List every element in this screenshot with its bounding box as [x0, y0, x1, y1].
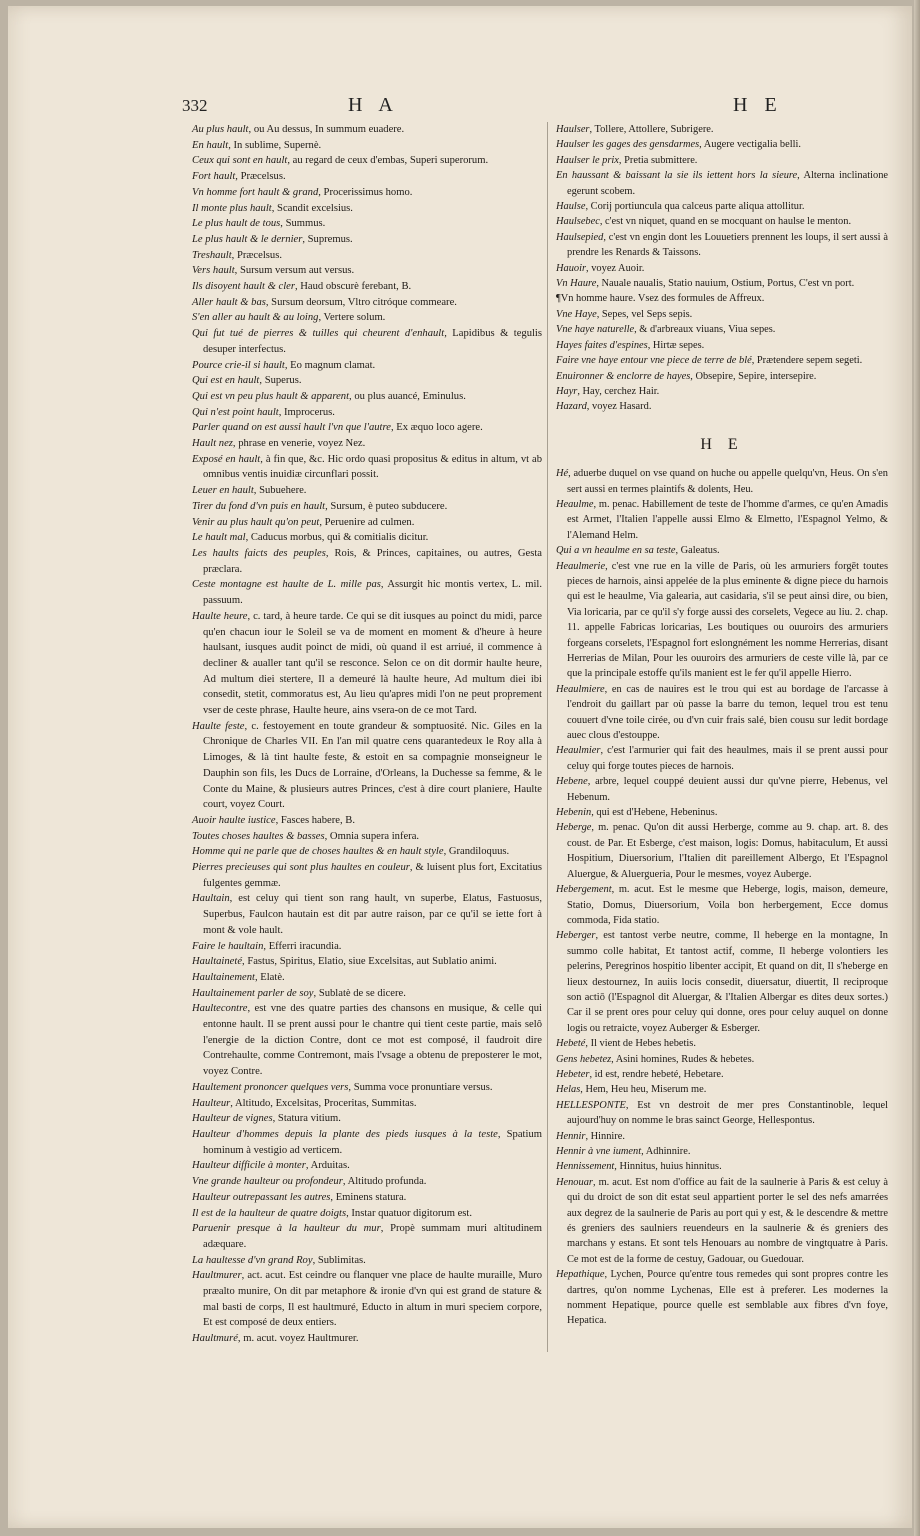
dictionary-entry: Haulteur difficile à monter, Arduitas.: [192, 1160, 350, 1172]
dictionary-entry: Tirer du fond d'vn puis en hault, Sursum, è puteo subducere.: [192, 500, 448, 512]
page-header: [8, 94, 912, 118]
dictionary-entry: Hé, aduerbe duquel on vse quand on huche ou appelle quelqu'vn, Heus. On s'en sert aussi en termes plaintifs & dolents, Heu.: [556, 468, 888, 495]
dictionary-entry: Qui fut tué de pierres & tuilles qui cheurent d'enhault, Lapidibus & tegulis desuper interfectus.: [192, 328, 543, 355]
dictionary-entry: Ceux qui sont en hault, au regard de ceux d'embas, Superi superorum.: [192, 155, 489, 167]
dictionary-entry: Haulteur d'hommes depuis la plante des pieds iusques à la teste, Spatium hominum à vestigio ad verticem.: [192, 1129, 542, 1156]
dictionary-entry: HELLESPONTE, Est vn destroit de mer pres Constantinoble, lequel aujourd'huy on nomme le bras sainct George, Hellespontus.: [556, 1099, 888, 1127]
dictionary-entry: Haulser, Tollere, Attollere, Subrigere.: [556, 124, 714, 135]
dictionary-entry: Heaulmier, c'est l'armurier qui fait des heaulmes, mais il se prent aussi pour celuy qui forge toutes pieces de harnois.: [556, 745, 888, 772]
dictionary-entry: Il est de la haulteur de quatre doigts, Instar quatuor digitorum est.: [192, 1207, 473, 1219]
dictionary-entry: Ils disoyent hault & cler, Haud obscurè ferebant, B.: [192, 281, 412, 293]
dictionary-entry: Heberger, est tantost verbe neutre, comme, Il heberge en la montagne, In summo colle habitat, Et tantost actif, comme, Il heberge volontiers les pelerins, Peregrinos hospitio libenter accipit, Et quand on dit, Il s'heberge en lieux destournez, In auiis locis consedit, diuersatur, diuertit, Il reciproque son actiō (l'Espagnol dit Aluergar, & l'Italien Albergar es dites deux sortes.) Car il se prent ores pour celuy qui donne, ores pour celuy auquel on donne logis ou retraicte, voyez Auberger & Esberger.: [556, 930, 888, 1034]
dictionary-entry: Toutes choses haultes & basses, Omnia supera infera.: [192, 830, 420, 842]
dictionary-entry: Parler quand on est aussi hault l'vn que l'autre, Ex æquo loco agere.: [192, 422, 483, 434]
right-running-head: H E: [733, 94, 783, 116]
dictionary-entry: Haulsepied, c'est vn engin dont les Louuetiers prennent les loups, il sert aussi à prendre les Renards & Taissons.: [556, 231, 888, 259]
dictionary-entry: Hebergement, m. acut. Est le mesme que Heberge, logis, maison, demeure, Statio, Domus, Diuersorium, Voila bon herbergement, Ecce domus commoda, Fida statio.: [556, 884, 888, 926]
dictionary-entry: Aller hault & bas, Sursum deorsum, Vltro citróque commeare.: [192, 296, 457, 308]
dictionary-entry: Au plus hault, ou Au dessus, In summum euadere.: [192, 124, 405, 135]
dictionary-entry: S'en aller au hault & au loing, Vertere solum.: [192, 312, 386, 324]
dictionary-entry: Haultainement parler de soy, Sublatè de se dicere.: [192, 987, 406, 999]
dictionary-entry: Les haults faicts des peuples, Rois, & Princes, capitaines, ou autres, Gesta præclara.: [192, 547, 543, 575]
dictionary-entry: Le plus hault de tous, Summus.: [192, 218, 326, 230]
dictionary-entry: Qui est en hault, Superus.: [192, 375, 302, 387]
dictionary-entry: Hebene, arbre, lequel couppé deuient aussi dur qu'vne pierre, Hebenus, vel Hebenum.: [556, 776, 888, 803]
dictionary-entry: Haultmurer, act. acut. Est ceindre ou flanquer vne place de haulte muraille, Muro præalto munire, On dit par metaphore & ironie d'vn qui est grand de stature & mal basti de corps, Il est haultmuré, Educto in altum in muri speciem corpore, Et est composé de deux entiers.: [192, 1270, 542, 1329]
dictionary-entry: Vne grande haulteur ou profondeur, Altitudo profunda.: [192, 1176, 427, 1188]
dictionary-entry: Haultainement, Elatè.: [192, 971, 285, 983]
dictionary-entry: Il monte plus hault, Scandit excelsius.: [192, 202, 353, 214]
right-column-bottom-entries: [556, 466, 888, 1329]
dictionary-entry: Hault nez, phrase en venerie, voyez Nez.: [192, 438, 366, 450]
right-column-top-entries: [556, 122, 888, 415]
dictionary-entry: Gens hebetez, Asini homines, Rudes & hebetes.: [556, 1053, 755, 1065]
dictionary-entry: Ceste montagne est haulte de L. mille pas, Assurgit hic montis vertex, L. mil. passuum.: [192, 579, 542, 607]
dictionary-entry: Faire le haultain, Efferri iracundia.: [192, 940, 342, 952]
dictionary-entry: Hebeté, Il vient de Hebes hebetis.: [556, 1038, 696, 1050]
dictionary-entry: Heberge, m. penac. Qu'on dit aussi Herberge, comme au 9. chap. art. 8. des coust. de Par. Et Esberge, c'est maison, logis: Domus, habitaculum, Et aussi Hospitium, Diuersorium, l'Italien dit pareillement Albergo, Et l'Espagnol Aluergue, & Aluergueria, Pour le mesmes, voyez Auberge.: [556, 822, 888, 880]
dictionary-entry: Hebenin, qui est d'Hebene, Hebeninus.: [556, 807, 718, 819]
column-divider: [547, 122, 548, 1352]
dictionary-entry: Auoir haulte iustice, Fasces habere, B.: [192, 814, 355, 826]
dictionary-entry: Haultecontre, est vne des quatre parties des chansons en musique, & celle qui entonne hault. Il se prent aussi pour le chantre qui tient ceste partie, mais selô l'energie de la diction Contre, dont ce mot est composé, il faudroit dire Contrehaulte, comme Contremont, mais l'vsage a obtenu de preposterer le mot, voyez Contre.: [192, 1003, 542, 1078]
dictionary-entry: Pource crie-il si hault, Eo magnum clamat.: [192, 359, 376, 371]
dictionary-entry: Haulteur, Altitudo, Excelsitas, Proceritas, Summitas.: [192, 1097, 417, 1109]
dictionary-entry: Vne haye naturelle, & d'arbreaux viuans, Viua sepes.: [556, 324, 776, 336]
dictionary-entry: Haulteur de vignes, Statura vitium.: [192, 1113, 341, 1125]
dictionary-entry: Paruenir presque à la haulteur du mur, Propè summam muri altitudinem adæquare.: [192, 1223, 542, 1250]
left-column: [192, 122, 542, 1347]
left-running-head: H A: [348, 94, 399, 116]
dictionary-entry: Hennir à vne iument, Adhinnire.: [556, 1146, 691, 1157]
dictionary-entry: Faire vne haye entour vne piece de terre de blé, Prætendere sepem segeti.: [556, 355, 863, 367]
dictionary-entry: Vn Haure, Nauale naualis, Statio nauium, Ostium, Portus, C'est vn port.: [556, 278, 855, 290]
dictionary-entry: Venir au plus hault qu'on peut, Peruenire ad culmen.: [192, 516, 415, 528]
dictionary-entry: Hennissement, Hinnitus, huius hinnitus.: [556, 1161, 722, 1173]
page-number: 332: [182, 96, 208, 115]
dictionary-entry: Hepathique, Lychen, Pource qu'entre tous remedes qui sont propres contre les dartres, qu'on nomme Lychenas, Elle est à preferer. Les modernes la nomment Hepatique, pource quelle est semblable aux fibres d'vn foye, Hepatica.: [556, 1269, 888, 1327]
dictionary-entry: Henouar, m. acut. Est nom d'office au fait de la saulnerie à Paris & est celuy à qui du droict de son dit estat seul appartient porter le sel des nefs amarrées aux degrez de la saulnerie de Paris au port qui y est, & le descendre & mettre és greniers des saulniers reuendeurs en la saulnerie & és greniers des marchans y estans. Et sont tels Henouars au nombre de vingtquatre à Paris. Ce mot est de la forme de cestuy, Gadouar, ou Guedouar.: [556, 1176, 888, 1265]
dictionary-entry: Pierres precieuses qui sont plus haultes en couleur, & luisent plus fort, Excitatius fulgentes gemmæ.: [192, 862, 542, 889]
dictionary-entry: Haulte heure, c. tard, à heure tarde. Ce qui se dit iusques au poinct du midi, parce qu'en chacun iour le Soleil se va de moment en moment & d'heure à heure haulsant, iusques audit poinct de midi, où quand il est arriué, il commence à decliner & aualler tant qu'il se resconce. Selon ce on dit dormir haulte heure, Ad multum diei stertere, Il a demeuré là haulte heure, Ad multum diei ibi consedit, stetit, commoratus est, Au lieu qu'apres midi l'on ne peut proprement vser de ceste phrase, Haulte heure, ains vsera-on de ce mot Tard.: [192, 610, 543, 717]
dictionary-entry: Le hault mal, Caducus morbus, qui & comitialis dicitur.: [192, 532, 429, 544]
section-heading-he: H E: [700, 435, 744, 453]
dictionary-entry: Haulte feste, c. festoyement en toute grandeur & somptuosité. Nic. Giles en la Chronique de Charles VII. En l'an mil quatre cens quarantedeux le Roy alla à Limoges, & là tint haulte feste, & estoit en sa compagnie monseigneur le Dauphin son fils, les Ducs de Lorraine, d'Orleans, la Duchesse sa femme, & le Conte du Maine, & plusieurs autres Princes, c'est à dire court planiere, Haulte court, voyez Court.: [192, 720, 542, 811]
dictionary-entry: Qui a vn heaulme en sa teste, Galeatus.: [556, 545, 720, 557]
dictionary-entry: Haulteur outrepassant les autres, Eminens statura.: [192, 1191, 407, 1203]
dictionary-entry: La haultesse d'vn grand Roy, Sublimitas.: [192, 1254, 366, 1266]
dictionary-entry: Exposé en hault, à fin que, &c. Hic ordo quasi propositus & editus in altum, vt ab omnibus ventis inuidiæ circunflari possit.: [192, 453, 543, 481]
dictionary-entry: Heaulme, m. penac. Habillement de teste de l'homme d'armes, ce qu'en Amadis est Armet, l'Italien l'appelle aussi Elmo & Elmetto, l'Espagnol Yelmo, & l'Alemand Helm.: [556, 498, 888, 541]
dictionary-entry: Leuer en hault, Subuehere.: [192, 485, 307, 497]
dictionary-entry: Heaulmiere, en cas de nauires est le trou qui est au bordage de l'arcasse à l'endroit du gaillart par où passe la barre du temon, lequel trou est tenu couuert d'vne toile cirée, ou d'vn cuir frais salé, bien cousu sur ledit bordage auec clous d'estouppe.: [556, 683, 888, 742]
dictionary-entry: En haussant & baissant la sie ils iettent hors la sieure, Alterna inclinatione egerunt scobem.: [556, 170, 888, 197]
dictionary-entry: Haultement prononcer quelques vers, Summa voce pronuntiare versus.: [192, 1081, 493, 1093]
dictionary-entry: Hauoir, voyez Auoir.: [556, 262, 645, 274]
dictionary-entry: Hennir, Hinnire.: [556, 1130, 625, 1142]
dictionary-entry: En hault, In sublime, Supernè.: [192, 139, 322, 151]
dictionary-entry: Homme qui ne parle que de choses haultes & en hault style, Grandiloquus.: [192, 846, 510, 858]
dictionary-entry: Vn homme fort hault & grand, Procerissimus homo.: [192, 186, 413, 198]
dictionary-entry: Haultmuré, m. acut. voyez Haultmurer.: [192, 1333, 359, 1345]
dictionary-entry: Haultain, est celuy qui tient son rang hault, vn superbe, Elatus, Fastuosus, Superbus, Faulcon hautain est dit par autre raison, par ce qu'il se iette fort à mont & vole hault.: [192, 893, 542, 936]
dictionary-entry: Hayes faites d'espines, Hirtæ sepes.: [556, 339, 705, 351]
dictionary-entry: Hazard, voyez Hasard.: [556, 401, 652, 413]
dictionary-entry: Haulser le prix, Pretia submittere.: [556, 154, 698, 166]
dictionary-entry: Treshault, Præcelsus.: [192, 249, 282, 261]
right-column: [556, 122, 888, 1329]
dictionary-entry: Enuironner & enclorre de hayes, Obsepire, Sepire, intersepire.: [556, 370, 817, 382]
dictionary-entry: Hebeter, id est, rendre hebeté, Hebetare.: [556, 1068, 724, 1080]
dictionary-entry: Qui est vn peu plus hault & apparent, ou plus auancé, Eminulus.: [192, 390, 466, 402]
dictionary-entry: Le plus hault & le dernier, Supremus.: [192, 233, 353, 245]
dictionary-entry: Fort hault, Præcelsus.: [192, 171, 286, 183]
dictionary-entry: Qui n'est point hault, Improcerus.: [192, 406, 335, 418]
dictionary-entry: Haulser les gages des gensdarmes, Augere vectigalia belli.: [556, 139, 802, 151]
dictionary-entry: Haulsebec, c'est vn niquet, quand en se mocquant on haulse le menton.: [556, 216, 852, 228]
dictionary-entry: Haultaineté, Fastus, Spiritus, Elatio, siue Excelsitas, aut Sublatio animi.: [192, 956, 497, 968]
page-edge-shadow: [914, 0, 920, 1536]
dictionary-entry: Haulse, Corij portiuncula qua calceus parte aliqua attollitur.: [556, 201, 805, 213]
dictionary-entry: Heaulmerie, c'est vne rue en la ville de Paris, où les armuriers forgēt toutes pieces de harnois, ainsi appelée de la plus eminente & digne piece du harnois qui est le heaulme, Via galearia, aut casidaria, s'il se peut ainsi dire, ou bien, Via loricaria, par ce qu'il s'y forge aussi des corselets, Vegece au liu. 2. chap. 11. appelle Fabricas loricarias, Les boutiques ou ouuroirs des armuriers forgeans corselets, l'Espagnol fort eslongnément les nomme Herrerias, disant Herrerias de Milan, Pour les ouuroirs des armuriers de ceste ville là, par ce que la principale estoffe qu'ils manient est le fer qu'il appelle Hierro.: [556, 560, 888, 680]
dictionary-entry: Helas, Hem, Heu heu, Miserum me.: [556, 1084, 707, 1096]
dictionary-entry: Hayr, Hay, cerchez Hair.: [556, 385, 660, 397]
dictionary-entry: ¶Vn homme haure. Vsez des formules de Affreux.: [556, 293, 765, 305]
dictionary-entry: Vers hault, Sursum versum aut versus.: [192, 265, 355, 277]
book-page: [8, 6, 912, 1528]
dictionary-entry: Vne Haye, Sepes, vel Seps sepis.: [556, 308, 693, 320]
